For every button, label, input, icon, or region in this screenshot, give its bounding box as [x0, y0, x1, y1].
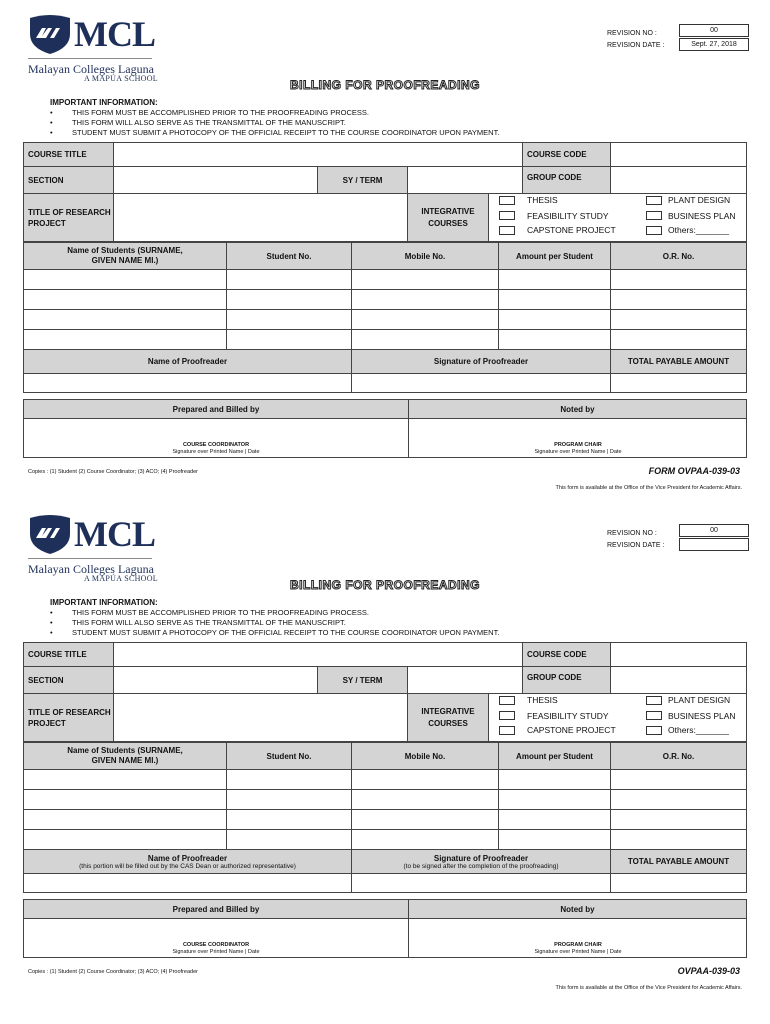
program-chair-label: PROGRAM CHAIR	[554, 942, 602, 948]
form-number: FORM OVPAA-039-03	[648, 466, 740, 476]
course-code-field[interactable]	[610, 142, 747, 167]
option-business-plan: BUSINESS PLAN	[668, 711, 736, 721]
proofreader-signature-field[interactable]	[351, 373, 611, 393]
coordinator-signature-caption: Signature over Printed Name | Date	[172, 949, 260, 955]
student-row-cell[interactable]	[226, 289, 352, 310]
feasibility-study-checkbox[interactable]	[499, 711, 515, 720]
logo-subtitle: A MAPÚA SCHOOL	[84, 74, 158, 83]
copies-note: Copies : (1) Student (2) Course Coordinator; (3) ACO; (4) Proofreader	[28, 469, 198, 475]
proofreader-signature-header: Signature of Proofreader (to be signed after the completion of the proofreading)	[351, 849, 611, 874]
student-row-cell[interactable]	[23, 289, 227, 310]
important-item: • STUDENT MUST SUBMIT A PHOTOCOPY OF THE OFFICIAL RECEIPT TO THE COURSE COORDINATOR UPON PAYMENT.	[50, 628, 500, 637]
important-item: • THIS FORM MUST BE ACCOMPLISHED PRIOR TO THE PROOFREADING PROCESS.	[50, 108, 369, 117]
research-title-label: TITLE OF RESEARCH PROJECT	[23, 693, 114, 742]
capstone-project-checkbox[interactable]	[499, 726, 515, 735]
student-row-cell[interactable]	[226, 789, 352, 810]
course-title-label: COURSE TITLE	[23, 142, 114, 167]
chair-signature-caption: Signature over Printed Name | Date	[534, 949, 622, 955]
revision-date-value[interactable]: Sept. 27, 2018	[679, 38, 749, 51]
student-row-cell[interactable]	[351, 269, 499, 290]
coordinator-signature-caption: Signature over Printed Name | Date	[172, 449, 260, 455]
prepared-by-header: Prepared and Billed by	[23, 899, 409, 919]
student-row-cell[interactable]	[610, 809, 747, 830]
important-item: • THIS FORM MUST BE ACCOMPLISHED PRIOR TO THE PROOFREADING PROCESS.	[50, 608, 369, 617]
proofreader-name-header: Name of Proofreader (this portion will be filled out by the CAS Dean or authorized representative)	[23, 849, 352, 874]
capstone-project-checkbox[interactable]	[499, 226, 515, 235]
option-business-plan: BUSINESS PLAN	[668, 211, 736, 221]
thesis-checkbox[interactable]	[499, 196, 515, 205]
proofreader-name-field[interactable]	[23, 373, 352, 393]
logo-college-name: Malayan Colleges Laguna	[28, 562, 154, 576]
business-plan-checkbox[interactable]	[646, 711, 662, 720]
feasibility-study-checkbox[interactable]	[499, 211, 515, 220]
course-coordinator-label: COURSE COORDINATOR	[182, 942, 250, 948]
student-row-cell[interactable]	[351, 289, 499, 310]
amount-per-student-header: Amount per Student	[498, 242, 611, 270]
option-feasibility-study: FEASIBILITY STUDY	[527, 711, 609, 721]
important-item: • THIS FORM WILL ALSO SERVE AS THE TRANSMITTAL OF THE MANUSCRIPT.	[50, 618, 346, 627]
students-name-header: Name of Students (SURNAME, GIVEN NAME MI.)	[23, 242, 227, 270]
or-no-header: O.R. No.	[610, 242, 747, 270]
noted-by-header: Noted by	[408, 399, 747, 419]
student-row-cell[interactable]	[23, 829, 227, 850]
others-checkbox[interactable]	[646, 226, 662, 235]
student-row-cell[interactable]	[610, 289, 747, 310]
student-row-cell[interactable]	[23, 789, 227, 810]
student-row-cell[interactable]	[498, 769, 611, 790]
student-row-cell[interactable]	[498, 829, 611, 850]
revision-date-value[interactable]	[679, 538, 749, 551]
student-row-cell[interactable]	[23, 769, 227, 790]
option-plant-design: PLANT DESIGN	[668, 195, 731, 205]
logo-brand: MCL	[74, 14, 155, 54]
option-thesis: THESIS	[527, 695, 558, 705]
logo-subtitle: A MAPÚA SCHOOL	[84, 574, 158, 583]
option-feasibility-study: FEASIBILITY STUDY	[527, 211, 609, 221]
revision-no-label: REVISION NO :	[607, 530, 657, 537]
sy-term-label: SY / TERM	[317, 166, 408, 194]
others-checkbox[interactable]	[646, 726, 662, 735]
student-row-cell[interactable]	[226, 829, 352, 850]
form-title: BILLING FOR PROOFREADING	[290, 78, 480, 92]
section-label: SECTION	[23, 666, 114, 694]
student-row-cell[interactable]	[351, 809, 499, 830]
copies-note: Copies : (1) Student (2) Course Coordinator; (3) ACO; (4) Proofreader	[28, 969, 198, 975]
student-no-header: Student No.	[226, 742, 352, 770]
student-row-cell[interactable]	[23, 269, 227, 290]
section-label: SECTION	[23, 166, 114, 194]
plant-design-checkbox[interactable]	[646, 196, 662, 205]
integrative-courses-label: INTEGRATIVE COURSES	[407, 693, 489, 742]
course-code-field[interactable]	[610, 642, 747, 667]
group-code-label: GROUP CODE	[522, 666, 611, 694]
total-payable-field[interactable]	[610, 873, 747, 893]
program-chair-label: PROGRAM CHAIR	[554, 442, 602, 448]
students-name-header: Name of Students (SURNAME, GIVEN NAME MI.)	[23, 742, 227, 770]
mobile-no-header: Mobile No.	[351, 242, 499, 270]
prepared-by-header: Prepared and Billed by	[23, 399, 409, 419]
revision-date-label: REVISION DATE :	[607, 542, 665, 549]
research-title-field[interactable]	[113, 193, 408, 242]
student-row-cell[interactable]	[23, 809, 227, 830]
availability-note: This form is available at the Office of the Vice President for Academic Affairs.	[555, 985, 742, 991]
billing-form	[0, 0, 770, 500]
student-row-cell[interactable]	[226, 329, 352, 350]
sy-term-field[interactable]	[407, 166, 523, 194]
student-row-cell[interactable]	[498, 329, 611, 350]
student-row-cell[interactable]	[226, 309, 352, 330]
option-others: Others:_______	[668, 225, 729, 235]
student-row-cell[interactable]	[610, 789, 747, 810]
option-capstone-project: CAPSTONE PROJECT	[527, 225, 616, 235]
sy-term-label: SY / TERM	[317, 666, 408, 694]
form-title: BILLING FOR PROOFREADING	[290, 578, 480, 592]
student-row-cell[interactable]	[23, 329, 227, 350]
integrative-courses-label: INTEGRATIVE COURSES	[407, 193, 489, 242]
noted-by-header: Noted by	[408, 899, 747, 919]
student-row-cell[interactable]	[610, 329, 747, 350]
student-row-cell[interactable]	[498, 289, 611, 310]
student-row-cell[interactable]	[23, 309, 227, 330]
section-field[interactable]	[113, 166, 318, 194]
logo-divider	[28, 558, 152, 559]
student-row-cell[interactable]	[498, 309, 611, 330]
student-row-cell[interactable]	[351, 329, 499, 350]
important-item: • THIS FORM WILL ALSO SERVE AS THE TRANSMITTAL OF THE MANUSCRIPT.	[50, 118, 346, 127]
student-row-cell[interactable]	[610, 309, 747, 330]
student-row-cell[interactable]	[498, 789, 611, 810]
student-row-cell[interactable]	[226, 769, 352, 790]
proofreader-signature-header: Signature of Proofreader	[351, 349, 611, 374]
plant-design-checkbox[interactable]	[646, 696, 662, 705]
student-row-cell[interactable]	[610, 769, 747, 790]
amount-per-student-header: Amount per Student	[498, 742, 611, 770]
student-row-cell[interactable]	[498, 809, 611, 830]
form-number: OVPAA-039-03	[677, 966, 740, 976]
mobile-no-header: Mobile No.	[351, 742, 499, 770]
total-payable-header: TOTAL PAYABLE AMOUNT	[610, 349, 747, 374]
logo-divider	[28, 58, 152, 59]
total-payable-field[interactable]	[610, 373, 747, 393]
research-title-label: TITLE OF RESEARCH PROJECT	[23, 193, 114, 242]
mcl-shield-logo-icon	[28, 514, 72, 554]
student-row-cell[interactable]	[226, 809, 352, 830]
course-title-field[interactable]	[113, 642, 523, 667]
student-row-cell[interactable]	[498, 269, 611, 290]
important-item: • STUDENT MUST SUBMIT A PHOTOCOPY OF THE OFFICIAL RECEIPT TO THE COURSE COORDINATOR UPON PAYMENT.	[50, 128, 500, 137]
option-capstone-project: CAPSTONE PROJECT	[527, 725, 616, 735]
option-thesis: THESIS	[527, 195, 558, 205]
revision-no-label: REVISION NO :	[607, 30, 657, 37]
revision-date-label: REVISION DATE :	[607, 42, 665, 49]
chair-signature-caption: Signature over Printed Name | Date	[534, 449, 622, 455]
revision-no-value[interactable]: 00	[679, 24, 749, 37]
proofreader-signature-field[interactable]	[351, 873, 611, 893]
course-code-label: COURSE CODE	[522, 642, 611, 667]
course-title-label: COURSE TITLE	[23, 642, 114, 667]
total-payable-header: TOTAL PAYABLE AMOUNT	[610, 849, 747, 874]
logo-college-name: Malayan Colleges Laguna	[28, 62, 154, 76]
student-row-cell[interactable]	[610, 269, 747, 290]
important-heading: IMPORTANT INFORMATION:	[50, 98, 158, 107]
student-no-header: Student No.	[226, 242, 352, 270]
thesis-checkbox[interactable]	[499, 696, 515, 705]
student-row-cell[interactable]	[351, 829, 499, 850]
student-row-cell[interactable]	[351, 769, 499, 790]
option-others: Others:_______	[668, 725, 729, 735]
student-row-cell[interactable]	[351, 309, 499, 330]
group-code-label: GROUP CODE	[522, 166, 611, 194]
course-coordinator-label: COURSE COORDINATOR	[182, 442, 250, 448]
proofreader-name-header: Name of Proofreader	[23, 349, 352, 374]
important-heading: IMPORTANT INFORMATION:	[50, 598, 158, 607]
proofreader-name-field[interactable]	[23, 873, 352, 893]
course-title-field[interactable]	[113, 142, 523, 167]
business-plan-checkbox[interactable]	[646, 211, 662, 220]
sy-term-field[interactable]	[407, 666, 523, 694]
group-code-field[interactable]	[610, 166, 747, 194]
logo-brand: MCL	[74, 514, 155, 554]
section-field[interactable]	[113, 666, 318, 694]
course-code-label: COURSE CODE	[522, 142, 611, 167]
billing-form	[0, 500, 770, 1000]
group-code-field[interactable]	[610, 666, 747, 694]
mcl-shield-logo-icon	[28, 14, 72, 54]
student-row-cell[interactable]	[610, 829, 747, 850]
student-row-cell[interactable]	[226, 269, 352, 290]
research-title-field[interactable]	[113, 693, 408, 742]
availability-note: This form is available at the Office of the Vice President for Academic Affairs.	[555, 485, 742, 491]
student-row-cell[interactable]	[351, 789, 499, 810]
or-no-header: O.R. No.	[610, 742, 747, 770]
revision-no-value[interactable]: 00	[679, 524, 749, 537]
option-plant-design: PLANT DESIGN	[668, 695, 731, 705]
